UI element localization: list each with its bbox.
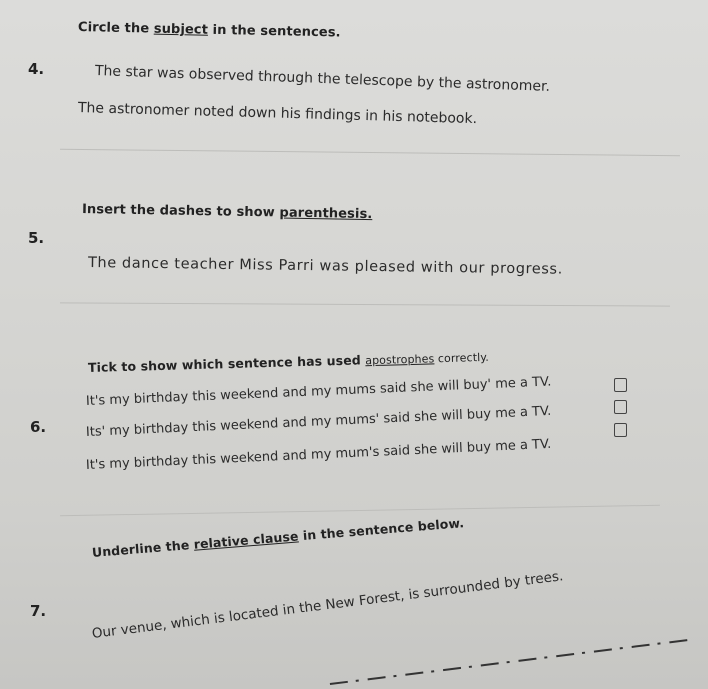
q4-instruction-key: subject [153,21,209,38]
q6-tickbox-2[interactable] [614,400,627,414]
q6-instruction [88,349,489,375]
q4-instruction [78,20,341,40]
q4-instruction-suffix: in the sentences. [207,22,341,41]
q4-sentence-1[interactable]: The star was observed through the telescope by the astronomer. [94,63,551,95]
dash-segment [632,644,650,648]
dash-segment [544,656,547,658]
q5-sentence[interactable]: The dance teacher Miss Parri was pleased with our progress. [87,255,563,278]
q6-instruction-prefix: Tick to show which sentence has used [87,352,366,375]
q7-instruction-key: relative clause [193,528,300,552]
dash-segment [556,653,574,657]
q6-tickbox-3[interactable] [614,423,627,437]
dash-segment [393,675,396,677]
q7-number: 7. [30,602,47,620]
q6-instruction-key: apostrophes [365,352,435,368]
divider [60,149,680,156]
dash-segment [518,658,536,662]
q6-option-3: It's my birthday this weekend and my mum's said she will buy me a TV. [85,436,552,473]
dash-segment [405,672,423,676]
dash-segment [356,679,359,681]
q6-tickbox-1[interactable] [614,378,627,392]
q7-instruction-suffix: in the sentence below. [297,515,465,544]
dash-segment [431,670,434,672]
q5-instruction [82,202,373,222]
q6-instruction-suffix: correctly. [434,350,490,366]
dash-segment [469,666,472,668]
dash-segment [368,676,386,680]
q6-number: 6. [30,418,47,436]
q4-sentence-2[interactable]: The astronomer noted down his findings in his notebook. [77,100,478,128]
dash-segment [330,681,348,685]
dash-segment [481,662,499,666]
q5-instruction-key: parenthesis. [279,205,373,223]
dash-segment [443,667,461,671]
divider [60,302,670,306]
divider [60,505,660,516]
q5-number: 5. [28,229,45,247]
q7-instruction-prefix: Underline the [91,536,195,560]
dash-segment [506,661,509,663]
q7-answer-line[interactable] [330,637,708,686]
dash-segment [582,652,585,654]
q6-option-1: It's my birthday this weekend and my mums said she will buy' me a TV. [85,374,552,409]
dash-segment [669,639,687,643]
dash-segment [657,642,660,644]
q7-sentence[interactable]: Our venue, which is located in the New Forest, is surrounded by trees. [91,568,565,642]
q5-instruction-prefix: Insert the dashes to show [81,202,280,221]
q6-option-2: Its' my birthday this weekend and my mums' said she will buy me a TV. [85,403,552,440]
dash-segment [594,648,612,652]
q4-instruction-prefix: Circle the [77,20,154,37]
q4-number: 4. [28,60,45,78]
dash-segment [620,647,623,649]
q7-instruction [91,515,464,560]
